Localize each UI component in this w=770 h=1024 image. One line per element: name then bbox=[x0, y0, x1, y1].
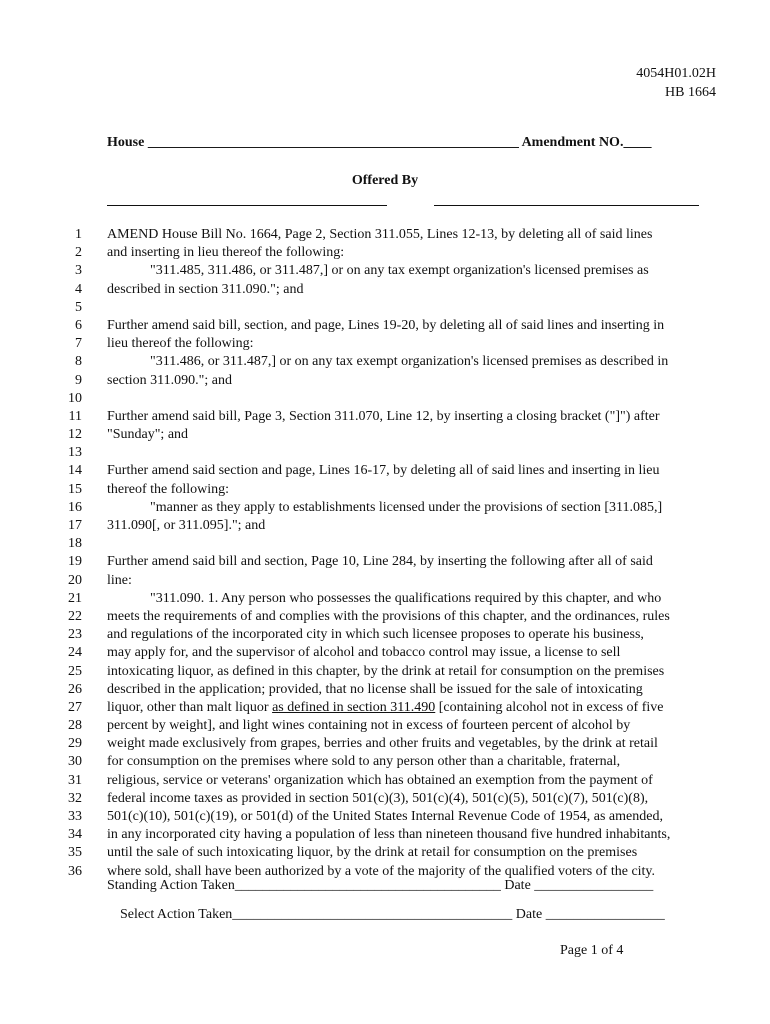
document-line bbox=[0, 844, 770, 862]
line-number: 12 bbox=[68, 427, 82, 443]
document-line bbox=[0, 626, 770, 644]
document-line bbox=[0, 262, 770, 280]
line-text: until the sale of such intoxicating liquor, by the drink at retail for consumption on the premises bbox=[107, 845, 638, 861]
document-line bbox=[0, 462, 770, 480]
document-line bbox=[0, 753, 770, 771]
line-text: percent by weight], and light wines containing not in excess of fourteen percent of alcohol by bbox=[107, 718, 631, 734]
line-text: thereof the following: bbox=[107, 481, 230, 497]
offered-by-signature-lines bbox=[107, 195, 699, 209]
line-text: Further amend said bill, section, and page, Lines 19-20, by deleting all of said lines and inserting in bbox=[107, 317, 665, 333]
document-line bbox=[0, 644, 770, 662]
line-number: 34 bbox=[68, 827, 82, 843]
line-text: Further amend said section and page, Lines 16-17, by deleting all of said lines and inserting in lieu bbox=[107, 463, 660, 479]
document-line bbox=[0, 772, 770, 790]
line-number: 29 bbox=[68, 736, 82, 752]
standing-action-line: Standing Action Taken______________________________________ Date _________________ bbox=[107, 878, 654, 893]
document-line bbox=[0, 808, 770, 826]
signature-line-left bbox=[107, 205, 387, 206]
line-text: "manner as they apply to establishments licensed under the provisions of section [311.085,] bbox=[150, 499, 663, 515]
line-text: may apply for, and the supervisor of alcohol and tobacco control may issue, a license to sell bbox=[107, 645, 621, 661]
line-text: AMEND House Bill No. 1664, Page 2, Section 311.055, Lines 12-13, by deleting all of said lines bbox=[107, 227, 653, 242]
line-text: meets the requirements of and complies with the provisions of this chapter, and the ordinances, rules bbox=[107, 608, 670, 624]
line-text: section 311.090."; and bbox=[107, 372, 232, 388]
signature-line-right bbox=[434, 205, 699, 206]
document-line bbox=[0, 372, 770, 390]
line-text-part: [containing alcohol not in excess of five bbox=[435, 699, 664, 715]
bill-number: HB 1664 bbox=[665, 85, 716, 100]
line-number: 17 bbox=[68, 518, 82, 533]
line-number: 32 bbox=[68, 790, 82, 806]
select-action-line: Select Action Taken________________________________________ Date _________________ bbox=[120, 907, 665, 922]
document-header bbox=[636, 64, 716, 102]
line-text: 501(c)(10), 501(c)(19), or 501(d) of the United States Internal Revenue Code of 1954, as amended, bbox=[107, 809, 663, 824]
document-line bbox=[0, 335, 770, 353]
line-number: 13 bbox=[68, 445, 82, 461]
line-number: 2 bbox=[75, 245, 82, 261]
line-text: line: bbox=[107, 572, 132, 588]
document-line bbox=[0, 481, 770, 499]
line-number: 18 bbox=[68, 536, 82, 552]
document-line bbox=[0, 244, 770, 262]
offered-by-heading: Offered By bbox=[351, 173, 419, 188]
line-number: 9 bbox=[75, 372, 82, 388]
document-line bbox=[0, 608, 770, 626]
line-text: "311.485, 311.486, or 311.487,] or on any tax exempt organization's licensed premises as bbox=[150, 263, 649, 279]
line-number: 24 bbox=[68, 645, 82, 661]
line-number: 7 bbox=[75, 336, 82, 352]
document-line bbox=[0, 281, 770, 299]
line-text: religious, service or veterans' organization which has obtained an exemption from the payment of bbox=[107, 772, 653, 788]
line-number: 5 bbox=[75, 299, 82, 315]
document-line bbox=[0, 572, 770, 590]
line-text: described in the application; provided, that no license shall be issued for the sale of intoxicating bbox=[107, 681, 643, 697]
document-line bbox=[0, 499, 770, 517]
line-number: 35 bbox=[68, 845, 82, 861]
document-line bbox=[0, 826, 770, 844]
document-line bbox=[0, 408, 770, 426]
line-text: lieu thereof the following: bbox=[107, 336, 254, 352]
house-amendment-line: House _____________________________________________________ Amendment NO.____ bbox=[107, 135, 652, 150]
line-number: 19 bbox=[68, 554, 82, 570]
line-text: and inserting in lieu thereof the following: bbox=[107, 245, 345, 261]
line-text: where sold, shall have been authorized by a vote of the majority of the qualified voters of the city. bbox=[107, 863, 656, 879]
document-line bbox=[0, 717, 770, 735]
line-text: "Sunday"; and bbox=[107, 427, 189, 443]
line-number: 28 bbox=[68, 718, 82, 734]
line-number: 1 bbox=[75, 227, 82, 242]
document-line bbox=[0, 681, 770, 699]
line-text: and regulations of the incorporated city in which such licensee proposes to operate his business, bbox=[107, 627, 644, 643]
underlined-insertion: as defined in section 311.490 bbox=[272, 699, 436, 715]
document-line bbox=[0, 517, 770, 535]
document-line bbox=[0, 317, 770, 335]
document-id: 4054H01.02H bbox=[636, 66, 716, 81]
line-number: 33 bbox=[68, 809, 82, 824]
document-line bbox=[0, 735, 770, 753]
line-text: described in section 311.090."; and bbox=[107, 281, 304, 297]
line-number: 30 bbox=[68, 754, 82, 770]
line-number: 22 bbox=[68, 608, 82, 624]
amendment-body bbox=[0, 226, 770, 881]
line-number: 31 bbox=[68, 772, 82, 788]
document-line bbox=[0, 699, 770, 717]
line-number: 26 bbox=[68, 681, 82, 697]
document-line bbox=[0, 299, 770, 317]
page-number: Page 1 of 4 bbox=[560, 943, 624, 958]
line-text: "311.486, or 311.487,] or on any tax exempt organization's licensed premises as described in bbox=[150, 354, 669, 370]
line-number: 27 bbox=[68, 699, 82, 715]
line-number: 36 bbox=[68, 863, 82, 879]
line-number: 23 bbox=[68, 627, 82, 643]
document-line bbox=[0, 663, 770, 681]
line-text: for consumption on the premises where sold to any person other than a charitable, fraternal, bbox=[107, 754, 621, 770]
line-number: 11 bbox=[68, 408, 82, 424]
line-text: 311.090[, or 311.095]."; and bbox=[107, 518, 266, 533]
line-text: weight made exclusively from grapes, berries and other fruits and vegetables, by the drink at retail bbox=[107, 736, 658, 752]
document-line bbox=[0, 553, 770, 571]
document-line bbox=[0, 390, 770, 408]
line-number: 4 bbox=[75, 281, 82, 297]
line-number: 8 bbox=[75, 354, 82, 370]
line-text: Further amend said bill, Page 3, Section 311.070, Line 12, by inserting a closing bracket ("]") after bbox=[107, 408, 660, 424]
document-line bbox=[0, 790, 770, 808]
document-line bbox=[0, 535, 770, 553]
line-number: 10 bbox=[68, 390, 82, 406]
line-text: in any incorporated city having a population of less than nineteen thousand five hundred inhabitants, bbox=[107, 827, 671, 843]
document-line bbox=[0, 353, 770, 371]
line-text: intoxicating liquor, as defined in this chapter, by the drink at retail for consumption on the premises bbox=[107, 663, 665, 679]
document-line bbox=[0, 590, 770, 608]
line-number: 15 bbox=[68, 481, 82, 497]
line-text: federal income taxes as provided in section 501(c)(3), 501(c)(4), 501(c)(5), 501(c)(7), 501(c)(8), bbox=[107, 790, 649, 806]
document-line bbox=[0, 226, 770, 244]
line-text-part: liquor, other than malt liquor bbox=[107, 699, 273, 715]
line-number: 21 bbox=[68, 590, 82, 606]
line-number: 3 bbox=[75, 263, 82, 279]
document-line bbox=[0, 426, 770, 444]
document-line bbox=[0, 444, 770, 462]
line-number: 16 bbox=[68, 499, 82, 515]
line-number: 6 bbox=[75, 317, 82, 333]
line-text: "311.090. 1. Any person who possesses the qualifications required by this chapter, and who bbox=[150, 590, 662, 606]
line-number: 14 bbox=[68, 463, 82, 479]
line-number: 20 bbox=[68, 572, 82, 588]
line-number: 25 bbox=[68, 663, 82, 679]
line-text: Further amend said bill and section, Page 10, Line 284, by inserting the following after all of said bbox=[107, 554, 653, 570]
line-text bbox=[107, 699, 663, 717]
